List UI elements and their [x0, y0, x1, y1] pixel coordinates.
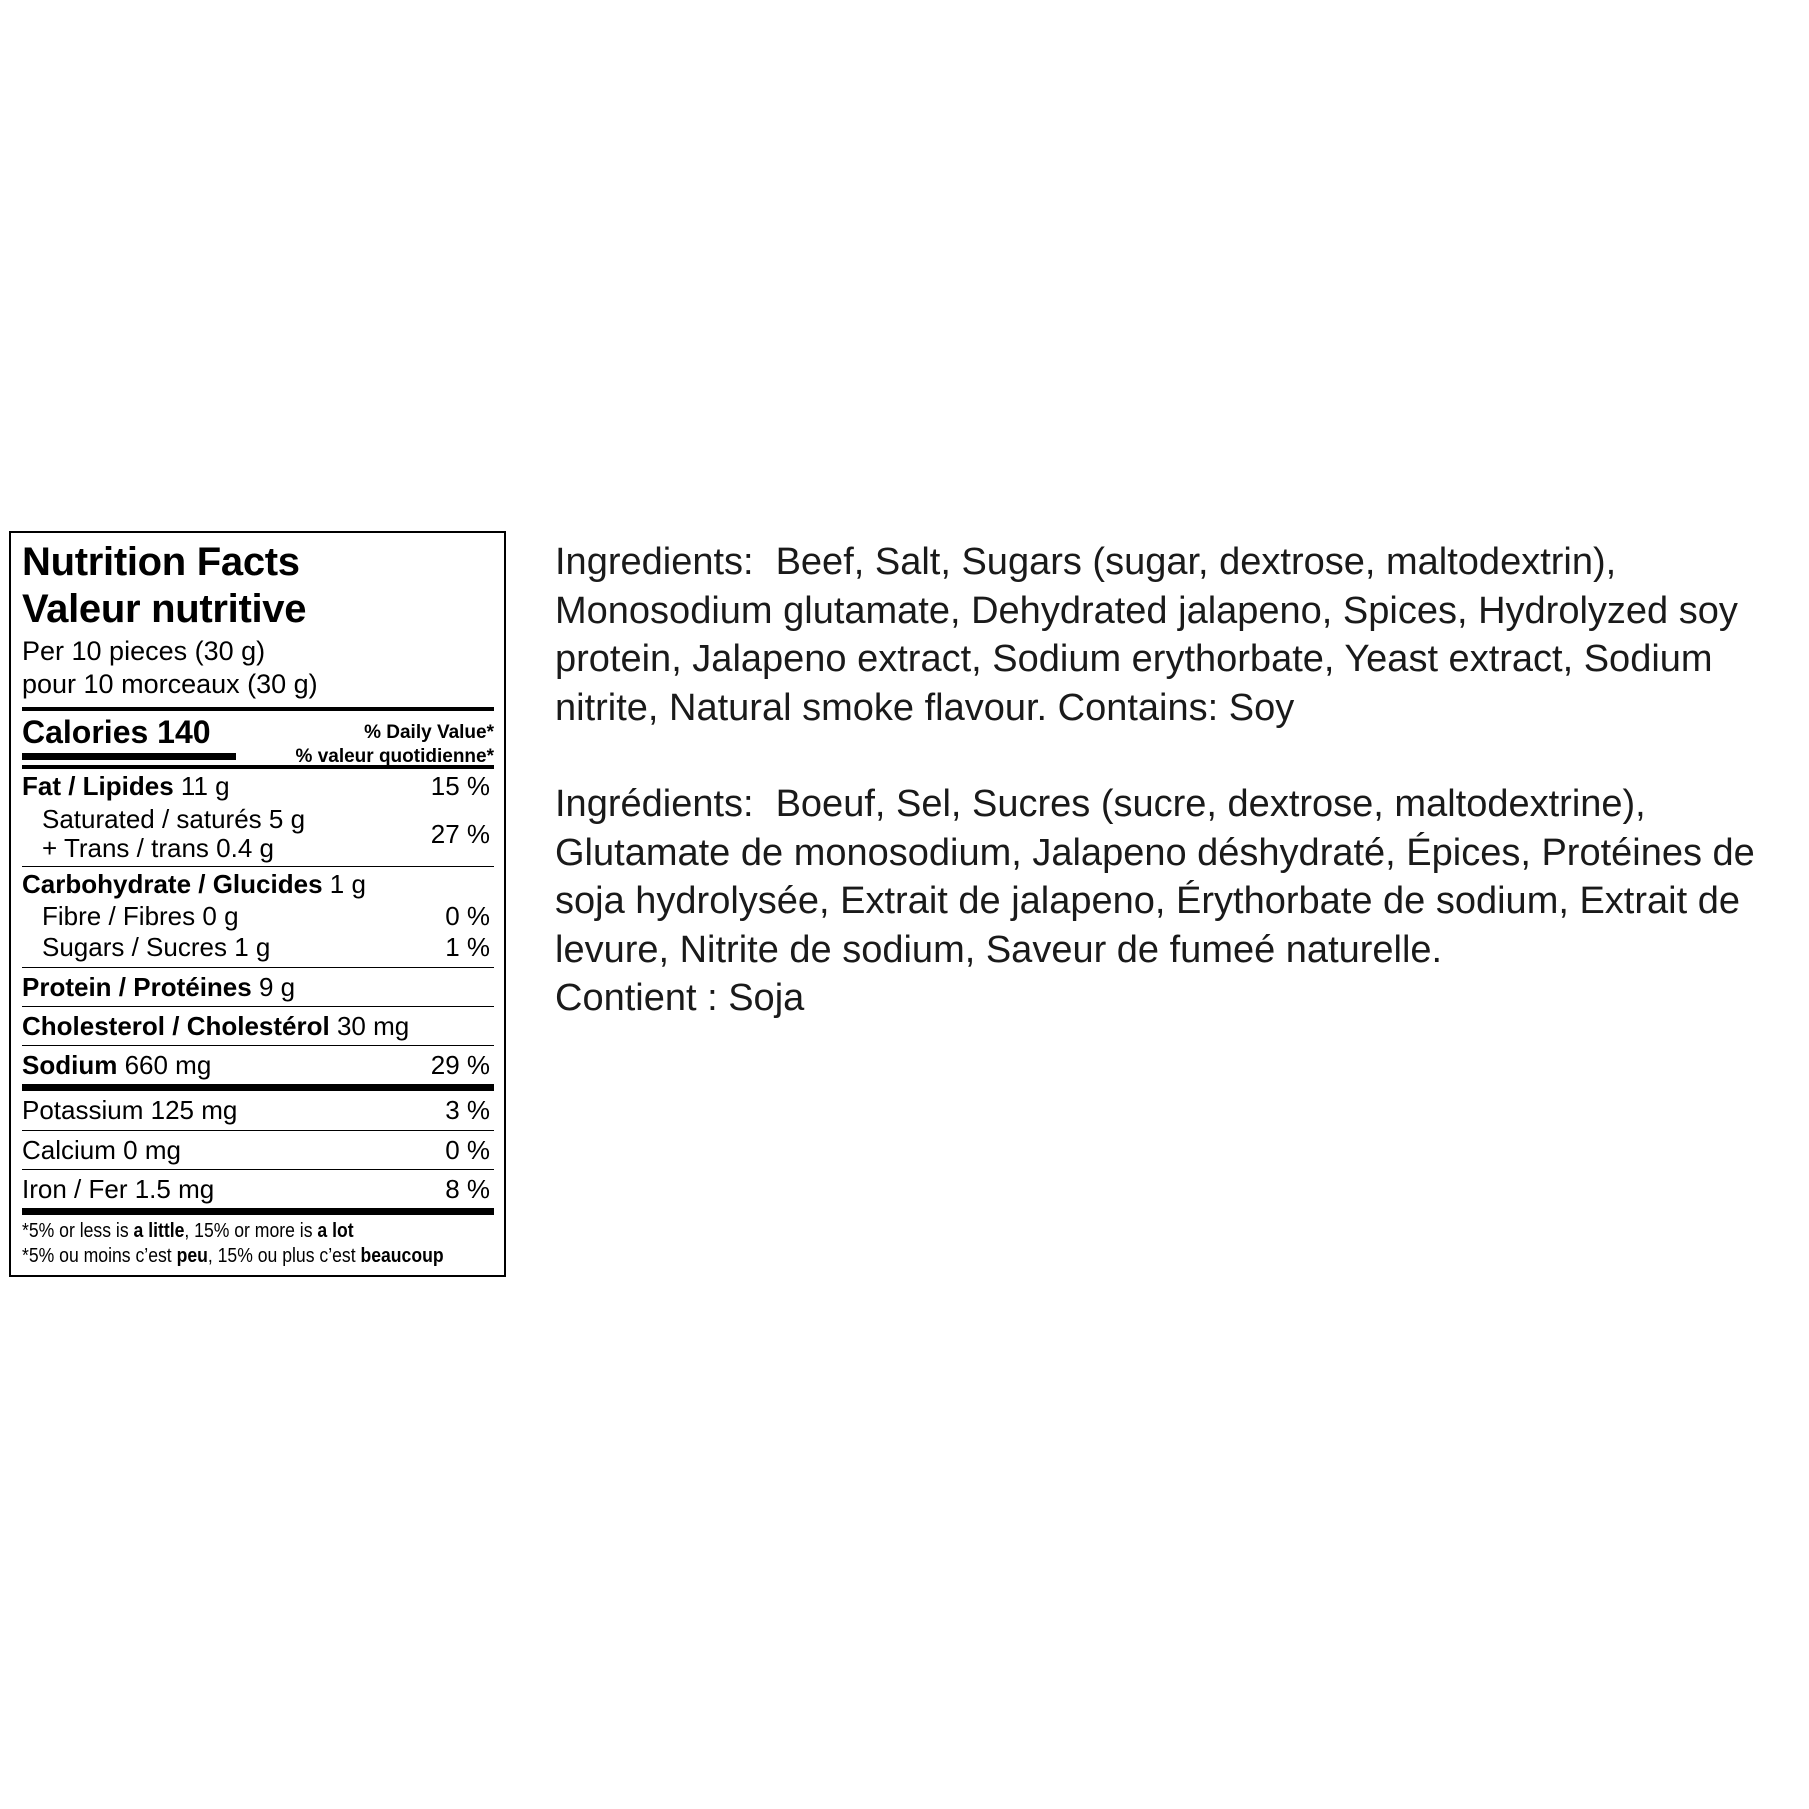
divider: [22, 707, 494, 711]
ingredients-block: [555, 538, 1805, 1023]
potassium-dv: 3 %: [445, 1095, 490, 1125]
nutrition-facts-panel: [9, 531, 506, 1277]
daily-value-en: % Daily Value*: [364, 722, 494, 743]
cholesterol-name: Cholesterol / Cholestérol: [22, 1010, 330, 1041]
fat-amount: 11 g: [180, 771, 230, 801]
footnote-fr: *5% ou moins c’est peu, 15% ou plus c’est beaucoup: [22, 1245, 444, 1267]
ingredients-en: [555, 538, 1805, 732]
carb-amount: 1 g: [329, 868, 366, 899]
potassium-label: Potassium 125 mg: [22, 1095, 238, 1125]
sugars-row: [22, 931, 494, 963]
iron-row: [22, 1170, 494, 1208]
fat-row: [22, 769, 494, 804]
serving-fr: pour 10 morceaux (30 g): [22, 669, 318, 699]
carb-row: [22, 867, 494, 901]
calories-row: [22, 713, 494, 765]
fibre-name: Fibre / Fibres: [42, 900, 196, 931]
calcium-label: Calcium 0 mg: [22, 1134, 181, 1165]
serving-en: Per 10 pieces (30 g): [22, 636, 266, 666]
trans-name: + Trans / trans: [42, 833, 209, 863]
trans-amount: 0.4 g: [216, 833, 274, 863]
calcium-dv: 0 %: [445, 1134, 490, 1165]
iron-label: Iron / Fer 1.5 mg: [22, 1173, 215, 1204]
daily-value-fr: % valeur quotidienne*: [295, 746, 494, 767]
protein-amount: 9 g: [258, 971, 296, 1002]
ingredients-fr-label: Ingrédients:: [555, 783, 754, 825]
sugars-dv: 1 %: [445, 931, 490, 962]
carb-name: Carbohydrate / Glucides: [22, 868, 323, 899]
sodium-dv: 29 %: [430, 1049, 490, 1080]
contains-fr: Contient : Soja: [555, 977, 805, 1019]
sat-trans-dv: 27 %: [430, 818, 490, 849]
cholesterol-row: [22, 1007, 494, 1045]
sodium-name: Sodium: [22, 1049, 118, 1080]
fibre-row: [22, 901, 494, 931]
ingredients-en-text: Beef, Salt, Sugars (sugar, dextrose, maltodextrin), Monosodium glutamate, Dehydrated jalapeno, Spices, Hydrolyzed soy protein, Jalapeno extract, Sodium erythorbate, Yeast extract, Sodium nitrite, Natural smoke flavour. Contains: Soy: [555, 541, 1738, 729]
calcium-row: [22, 1131, 494, 1169]
saturated-amount: 5 g: [268, 804, 306, 834]
title-fr: Valeur nutritive: [22, 587, 307, 631]
divider-thick: [22, 1208, 494, 1215]
footnote-en: *5% or less is a little, 15% or more is a lot: [22, 1220, 354, 1242]
sodium-amount: 660 mg: [124, 1049, 212, 1080]
calories-label: Calories 140: [22, 714, 211, 750]
protein-row: [22, 968, 494, 1006]
sugars-amount: 1 g: [234, 931, 271, 962]
sodium-row: [22, 1046, 494, 1084]
sugars-name: Sugars / Sucres: [42, 931, 227, 962]
potassium-row: [22, 1091, 494, 1130]
saturated-name: Saturated / saturés: [42, 804, 262, 834]
ingredients-en-label: Ingredients:: [555, 541, 754, 583]
divider-thick: [22, 1084, 494, 1091]
title-en: Nutrition Facts: [22, 540, 300, 584]
ingredients-fr-text: Boeuf, Sel, Sucres (sucre, dextrose, maltodextrine), Glutamate de monosodium, Jalapeno déshydraté, Épices, Protéines de soja hydrolysée, Extrait de jalapeno, Érythorbate de sodium, Extrait de levure, Nitrite de sodium, Saveur de fumeé naturelle.: [555, 783, 1755, 971]
calories-bar: [22, 753, 236, 760]
iron-dv: 8 %: [445, 1173, 490, 1204]
fibre-dv: 0 %: [445, 900, 490, 931]
sat-trans-row: [22, 804, 494, 864]
fat-name: Fat / Lipides: [22, 771, 174, 801]
fibre-amount: 0 g: [202, 900, 239, 931]
ingredients-fr: [555, 780, 1805, 974]
protein-name: Protein / Protéines: [22, 971, 252, 1002]
fat-dv: 15 %: [430, 771, 490, 801]
footnote: [22, 1215, 444, 1269]
cholesterol-amount: 30 mg: [336, 1010, 410, 1041]
